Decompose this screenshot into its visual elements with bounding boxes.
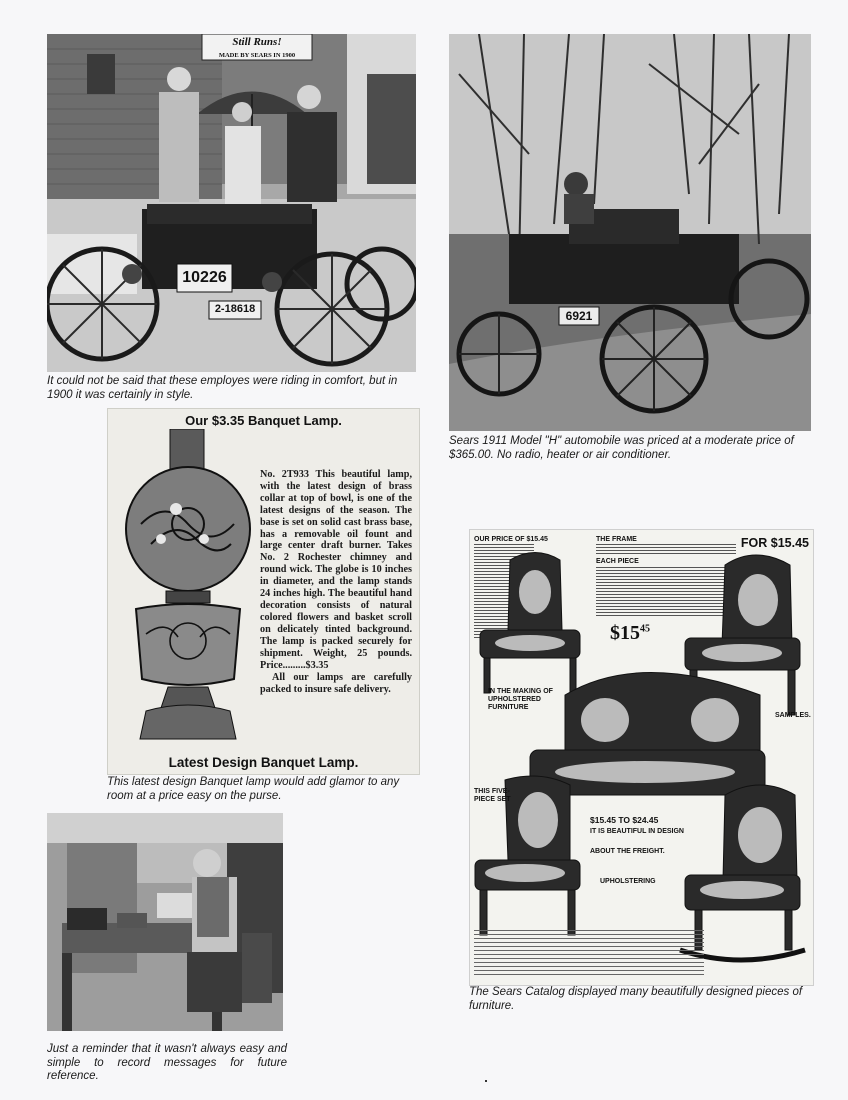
photo-telegraph-operator xyxy=(47,813,283,1031)
caption-furniture: The Sears Catalog displayed many beautifully designed pieces of furniture. xyxy=(469,986,803,1012)
furniture-catalog-page xyxy=(469,529,814,986)
price-table xyxy=(474,930,704,978)
caption-model-h: Sears 1911 Model "H" automobile was priced at a moderate price of $365.00. No radio, heater or air conditioner. xyxy=(449,435,794,461)
big-price-dollars: $15 xyxy=(610,622,640,644)
caption-employees: It could not be said that these employes were riding in comfort, but in 1900 it was certainly in style. xyxy=(47,375,398,401)
our-price-label: OUR PRICE OF $15.45 xyxy=(474,536,548,543)
sign-line-1: Still Runs! xyxy=(232,36,282,48)
each-piece-label: EACH PIECE xyxy=(596,558,639,565)
banquet-lamp-illustration xyxy=(116,429,261,749)
lamp-ad-bottom-title: Latest Design Banquet Lamp. xyxy=(168,755,359,770)
lamp-ad-body xyxy=(260,469,412,696)
lamp-ad-paragraph-2: All our lamps are carefully packed to insure safe delivery. xyxy=(260,672,412,696)
banquet-lamp-ad xyxy=(107,408,420,775)
lamp-ad-title: Our $3.35 Banquet Lamp. xyxy=(185,413,342,428)
license-plate-top: 10226 xyxy=(182,269,227,286)
about-freight-label: ABOUT THE FREIGHT. xyxy=(590,848,665,855)
furniture-header-price: FOR $15.45 xyxy=(740,536,809,550)
lamp-ad-paragraph-1: No. 2T933 This beautiful lamp, with the latest design of brass collar at top of bowl, is one of the latest designs of the season. The base is set on solid cast brass base, has a removable oil fount and large center draft burner. Takes No. 2 Rochester chimney and round wick. The globe is 10 inches in diameter, and the lamp stands 24 inches high. The beautiful hand decoration consists of natural colored flowers and basket scroll on delicately tinted background. The lamp is packed securely for shipment. Weight, 25 pounds. Price.........$3.35 xyxy=(260,469,412,671)
caption-lamp: This latest design Banquet lamp would add glamor to any room at a price easy on the purse. xyxy=(107,776,400,802)
caption-telegraph: Just a reminder that it wasn't always easy and simple to record messages for future reference. xyxy=(47,1043,287,1082)
in-the-making-label: IN THE MAKING OF UPHOLSTERED FURNITURE xyxy=(488,688,553,711)
price-range-label: $15.45 TO $24.45 xyxy=(590,815,659,825)
license-plate-bottom: 2-18618 xyxy=(214,303,256,315)
samples-label: SAMPLES. xyxy=(775,712,811,719)
upholstering-label: UPHOLSTERING xyxy=(600,878,656,885)
page-dot xyxy=(485,1080,487,1082)
furniture-illustrations xyxy=(470,530,813,985)
model-h-plate: 6921 xyxy=(565,309,593,323)
beautiful-design-label: IT IS BEAUTIFUL IN DESIGN xyxy=(590,828,684,835)
photo-employees-1900-car xyxy=(47,34,416,372)
the-frame-label: THE FRAME xyxy=(596,536,637,543)
photo-model-h-automobile xyxy=(449,34,811,431)
sign-still-runs xyxy=(204,36,310,62)
five-piece-set-label: THIS FIVE-PIECE SET xyxy=(474,788,511,803)
big-price-cents: 45 xyxy=(640,623,650,635)
sign-line-2: MADE BY SEARS IN 1900 xyxy=(218,52,296,59)
